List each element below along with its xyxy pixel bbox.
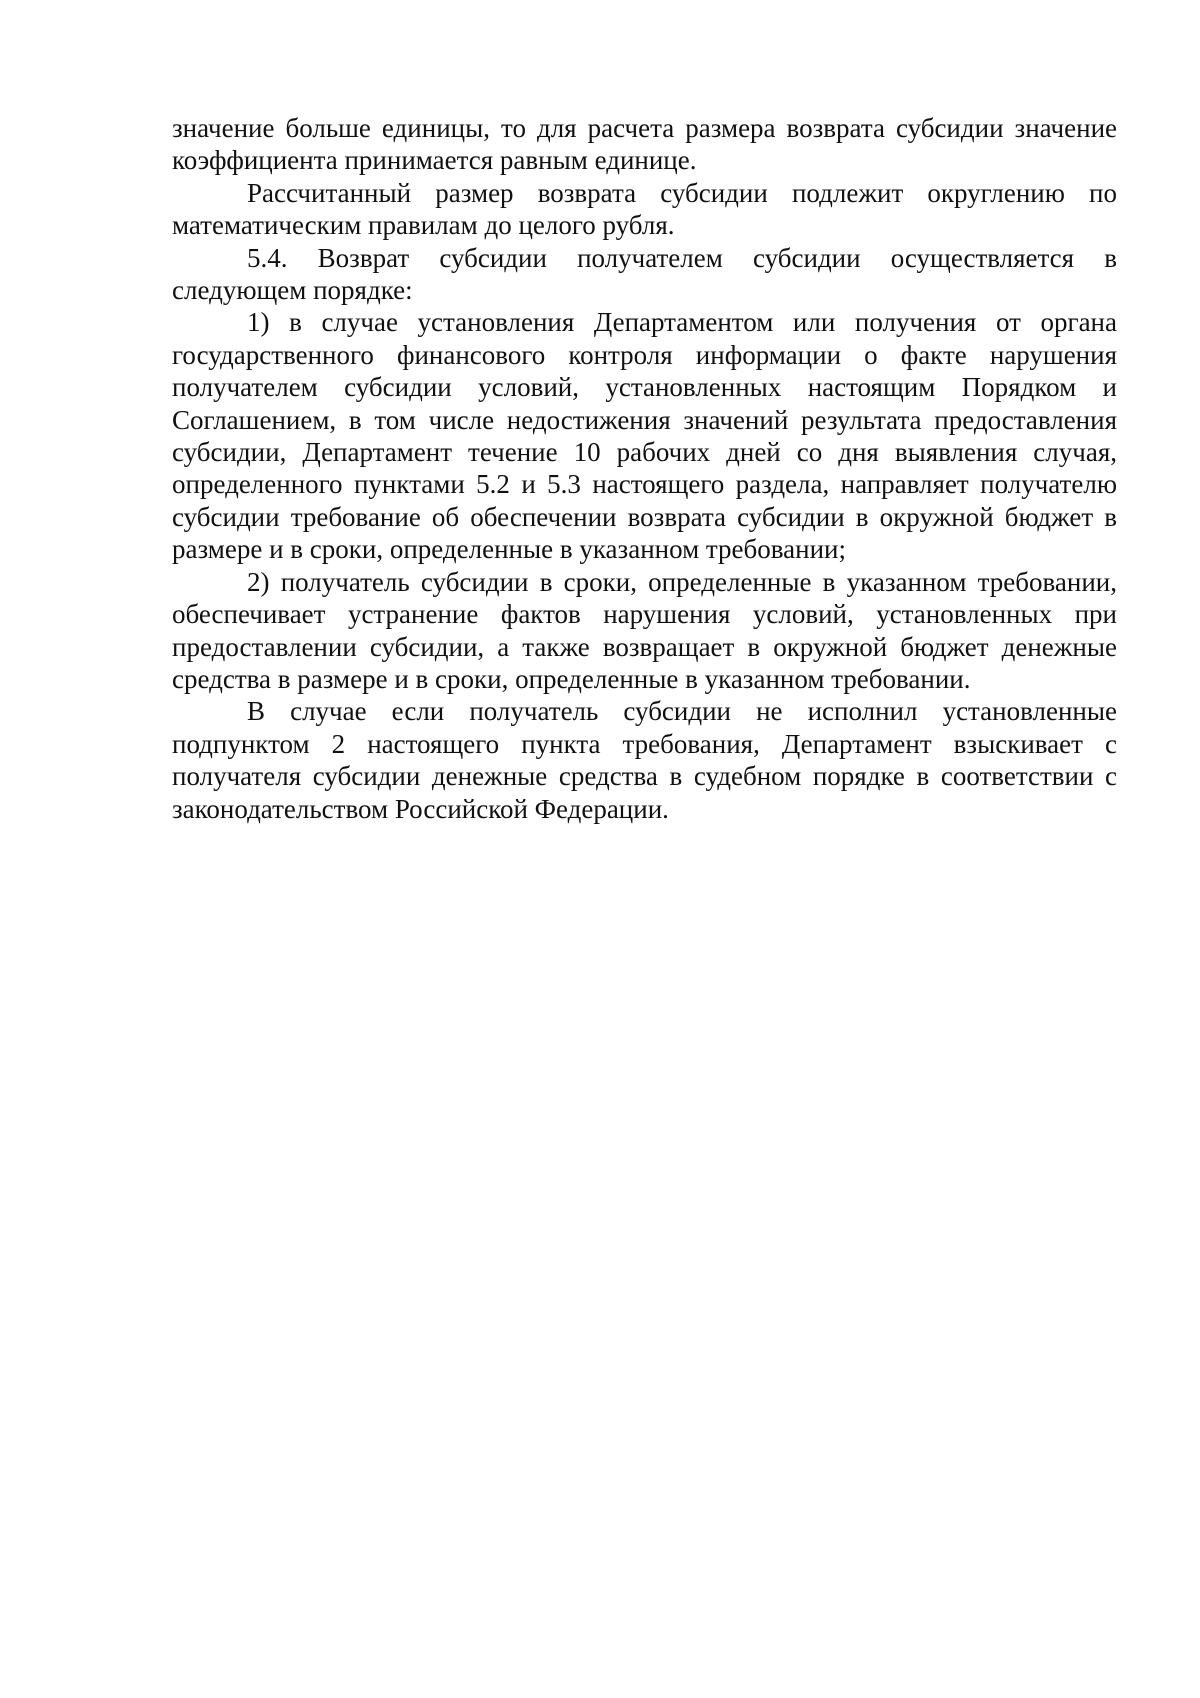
paragraph-rounding: Рассчитанный размер возврата субсидии подлежит округлению по математическим правилам до целого рубля. <box>172 177 1117 241</box>
paragraph-subclause-2: 2) получатель субсидии в сроки, определенные в указанном требовании, обеспечивает устранение фактов нарушения условий, установленных при предоставлении субсидии, а также возвращает в окружной бюджет денежные средства в размере и в сроки, определенные в указанном требовании. <box>172 566 1117 694</box>
paragraph-clause-5-4: 5.4. Возврат субсидии получателем субсидии осуществляется в следующем порядке: <box>172 242 1117 306</box>
document-body <box>172 112 1117 825</box>
paragraph-coefficient-continuation: значение больше единицы, то для расчета размера возврата субсидии значение коэффициента принимается равным единице. <box>172 113 1117 176</box>
paragraph-court-recovery: В случае если получатель субсидии не исполнил установленные подпунктом 2 настоящего пункта требования, Департамент взыскивает с получателя субсидии денежные средства в судебном порядке в соответствии с законодательством Российской Федерации. <box>172 696 1117 824</box>
paragraph-subclause-1: 1) в случае установления Департаментом или получения от органа государственного финансового контроля информации о факте нарушения получателем субсидии условий, установленных настоящим Порядком и Соглашением, в том числе недостижения значений результата предоставления субсидии, Департамент течение 10 рабочих дней со дня выявления случая, определенного пунктами 5.2 и 5.3 настоящего раздела, направляет получателю субсидии требование об обеспечении возврата субсидии в окружной бюджет в размере и в сроки, определенные в указанном требовании; <box>172 307 1117 565</box>
